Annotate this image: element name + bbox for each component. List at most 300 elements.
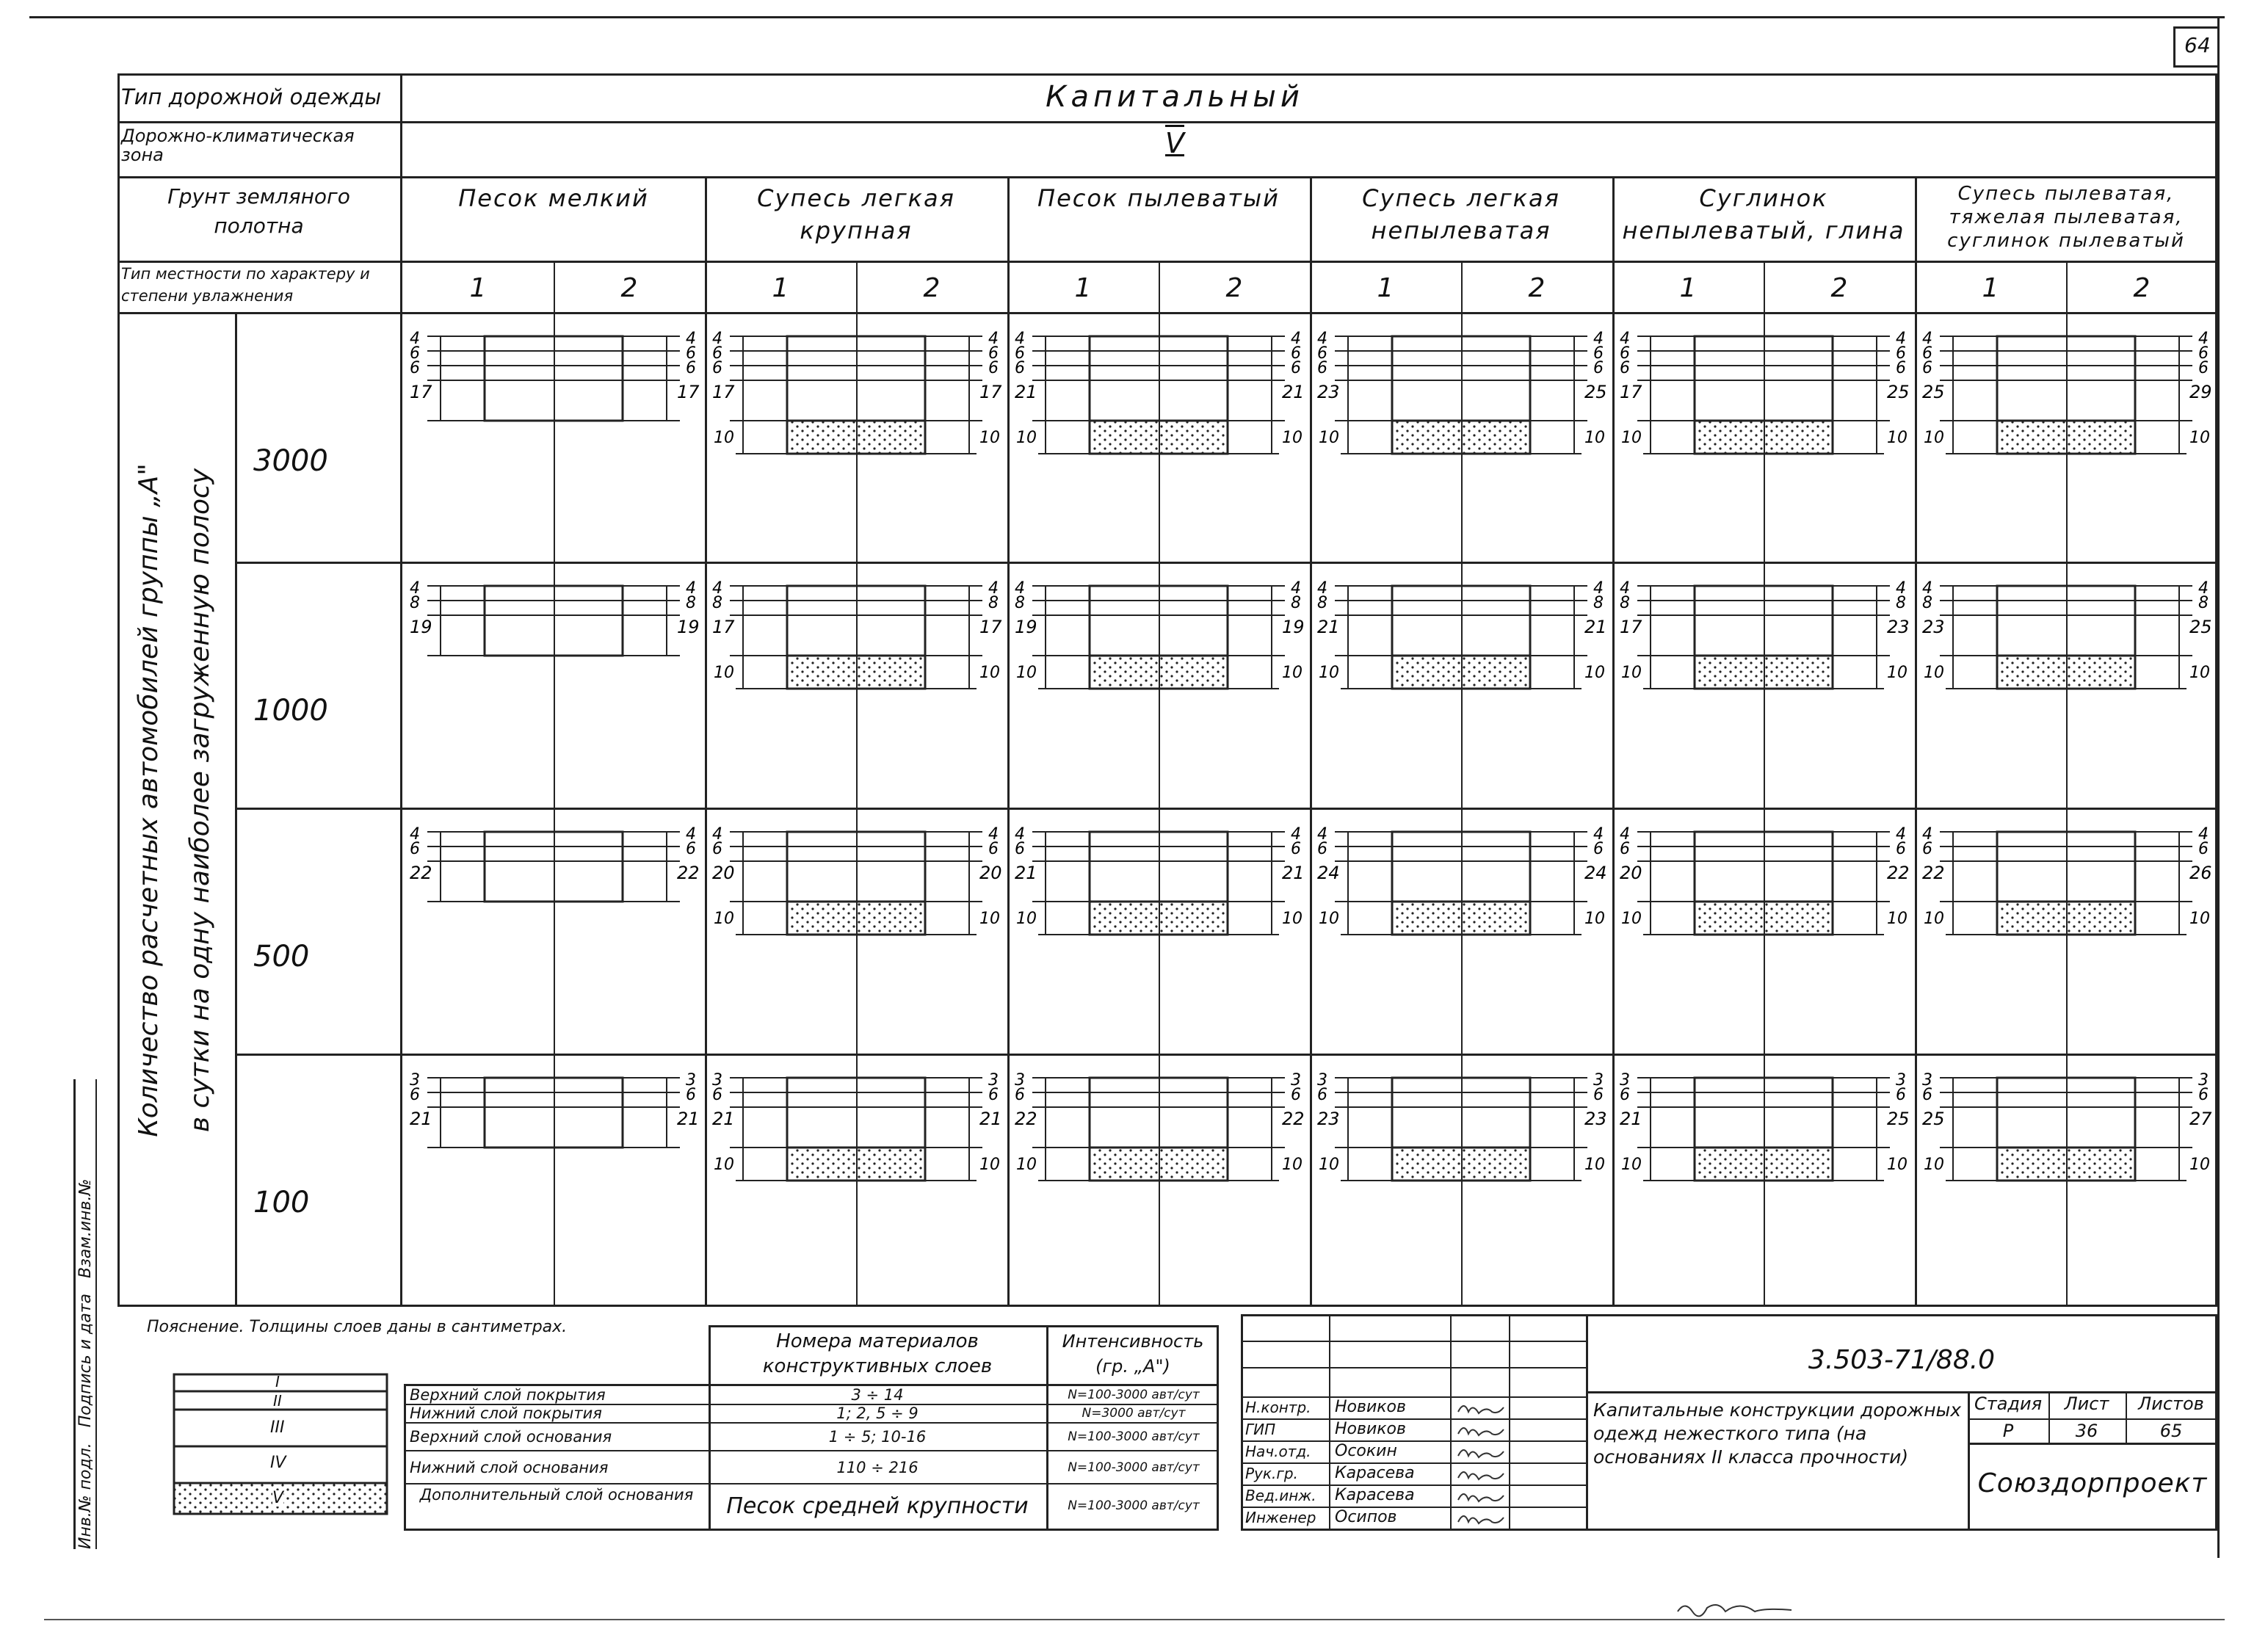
legend-row-line-4 <box>404 1483 1219 1484</box>
layer-thickness-right: 6 <box>1291 359 1301 377</box>
base-thickness-right: 17 <box>677 382 700 402</box>
frame-right <box>2217 16 2220 1558</box>
layer-thickness-right: 6 <box>686 344 696 363</box>
margin-line-2 <box>95 1079 97 1549</box>
legend-row-line-3 <box>404 1450 1219 1451</box>
layer-thickness-left: 8 <box>1922 594 1932 612</box>
base-thickness-right: 19 <box>1282 617 1305 637</box>
layer-thickness-left: 8 <box>410 594 420 612</box>
zone-value: V <box>1165 127 1184 159</box>
pavement-type-value: Капитальный <box>1046 80 1304 114</box>
layer-thickness-right: 6 <box>988 344 999 363</box>
staff-role: Инженер <box>1245 1509 1316 1526</box>
layer-thickness-left: 6 <box>410 344 420 363</box>
base-thickness-right: 25 <box>1887 1109 1910 1129</box>
layer-thickness-right: 4 <box>1291 579 1301 598</box>
layer-thickness-left: 4 <box>1015 579 1025 598</box>
layer-thickness-right: 4 <box>686 825 696 844</box>
staff-signature <box>1455 1443 1507 1462</box>
sand-thickness-left: 10 <box>1016 1156 1037 1174</box>
terrain-type-number: 2 <box>1528 273 1546 303</box>
base-thickness-right: 22 <box>677 863 700 883</box>
terrain-type-number: 1 <box>1982 273 1999 303</box>
staff-role: Нач.отд. <box>1245 1443 1311 1460</box>
sand-thickness-right: 10 <box>1584 429 1605 447</box>
layer-thickness-left: 3 <box>1922 1071 1932 1090</box>
staff-name: Осипов <box>1335 1508 1397 1526</box>
base-thickness-right: 25 <box>2189 617 2212 637</box>
base-thickness-right: 17 <box>979 382 1002 402</box>
base-thickness-left: 20 <box>712 863 735 883</box>
layer-thickness-right: 4 <box>1593 579 1604 598</box>
soil-label-wrap <box>121 182 396 241</box>
base-thickness-left: 22 <box>410 863 432 883</box>
margin-stamp: Инв.№ подл. Подпись и дата Взам.инв.№ <box>76 1178 95 1549</box>
pavement-section-diagram <box>1615 1065 1912 1204</box>
staff-role: ГИП <box>1245 1421 1276 1438</box>
pavement-section-diagram <box>1918 1065 2214 1204</box>
layer-thickness-right: 6 <box>686 1086 696 1104</box>
tb-v1 <box>1329 1314 1330 1531</box>
traffic-label: 100 <box>253 1186 310 1219</box>
header-line-1 <box>117 121 2217 123</box>
layer-thickness-left: 6 <box>410 359 420 377</box>
base-thickness-right: 21 <box>1282 382 1305 402</box>
sand-thickness-right: 10 <box>2189 910 2210 928</box>
staff-name: Карасева <box>1335 1486 1415 1504</box>
legend-row-line-2 <box>404 1422 1219 1424</box>
layer-thickness-left: 6 <box>1317 344 1327 363</box>
terrain-type-number: 1 <box>1074 273 1092 303</box>
margin-line-1 <box>73 1079 76 1549</box>
layer-thickness-right: 8 <box>686 594 696 612</box>
layer-thickness-right: 6 <box>1896 359 1906 377</box>
terrain-type-number: 1 <box>1679 273 1697 303</box>
sand-thickness-left: 10 <box>1621 429 1642 447</box>
base-thickness-left: 17 <box>1620 382 1642 402</box>
layer-thickness-left: 6 <box>1620 840 1630 858</box>
tb-v5 <box>1968 1391 1970 1531</box>
pavement-section-diagram <box>405 819 702 958</box>
sand-thickness-right: 10 <box>979 664 1000 682</box>
layer-thickness-right: 3 <box>686 1071 696 1090</box>
legend-material: 1 ÷ 5; 10-16 <box>828 1428 927 1446</box>
base-thickness-left: 17 <box>410 382 432 402</box>
layer-thickness-left: 6 <box>1620 344 1630 363</box>
tb-staff-line <box>1241 1396 1586 1398</box>
layer-thickness-left: 6 <box>1922 359 1932 377</box>
layer-thickness-left: 3 <box>1015 1071 1025 1090</box>
base-thickness-right: 17 <box>979 617 1002 637</box>
staff-role: Вед.инж. <box>1245 1487 1316 1504</box>
layer-thickness-right: 4 <box>1291 330 1301 348</box>
sand-thickness-left: 10 <box>1319 664 1339 682</box>
layer-thickness-left: 4 <box>1922 579 1932 598</box>
layer-thickness-left: 4 <box>1317 330 1327 348</box>
base-thickness-right: 26 <box>2189 863 2212 883</box>
soil-name: Супесь легкая крупная <box>757 184 955 244</box>
layer-thickness-left: 8 <box>1015 594 1025 612</box>
legend-col-intensity: Интенсивность (гр. „А") <box>1062 1331 1204 1377</box>
layer-thickness-right: 6 <box>1593 1086 1604 1104</box>
base-thickness-left: 23 <box>1317 382 1340 402</box>
layer-thickness-right: 6 <box>1593 344 1604 363</box>
pavement-section-diagram <box>1918 573 2214 712</box>
legend-top-line <box>709 1325 1219 1327</box>
bottom-signature <box>1674 1597 1799 1619</box>
terrain-type-number: 2 <box>923 273 941 303</box>
sand-thickness-right: 10 <box>979 910 1000 928</box>
pavement-section-diagram <box>708 323 1004 463</box>
soil-col-line <box>1310 176 1312 1307</box>
pavement-section-diagram <box>1313 1065 1609 1204</box>
traffic-label: 1000 <box>253 694 328 728</box>
tb-staff-line <box>1241 1440 1586 1442</box>
legend-intensity: N=100-3000 авт/сут <box>1068 1498 1200 1513</box>
layer-thickness-left: 8 <box>712 594 722 612</box>
side-label <box>123 338 233 1263</box>
sand-thickness-left: 10 <box>1319 1156 1339 1174</box>
base-thickness-right: 23 <box>1887 617 1910 637</box>
tb-staff-line <box>1241 1507 1586 1508</box>
pavement-section-diagram <box>1313 573 1609 712</box>
layer-thickness-left: 6 <box>1922 344 1932 363</box>
base-thickness-right: 21 <box>1282 863 1305 883</box>
legend-mark-2: II <box>273 1392 282 1410</box>
stage-value: Р <box>2002 1421 2014 1441</box>
sand-thickness-right: 10 <box>1282 910 1303 928</box>
top-border-line <box>29 16 2225 18</box>
layer-thickness-right: 4 <box>1593 330 1604 348</box>
legend-layer-name: Нижний слой основания <box>410 1459 609 1476</box>
header-line-3 <box>117 261 2217 263</box>
legend-symbols <box>173 1373 393 1523</box>
legend-layer-name: Дополнительный слой основания <box>419 1486 694 1504</box>
layer-thickness-right: 8 <box>988 594 999 612</box>
tb-staff-line <box>1241 1418 1586 1420</box>
legend-mark-4: IV <box>270 1454 286 1472</box>
zone-label-wrap <box>121 126 396 164</box>
terrain-label: Тип местности по характеру и степени увлажнения <box>121 265 370 305</box>
layer-thickness-left: 4 <box>712 330 722 348</box>
base-thickness-right: 24 <box>1584 863 1607 883</box>
layer-thickness-right: 6 <box>1291 1086 1301 1104</box>
base-thickness-left: 24 <box>1317 863 1340 883</box>
layer-thickness-right: 3 <box>2198 1071 2209 1090</box>
tb-h-stage2 <box>1968 1443 2217 1445</box>
base-thickness-right: 27 <box>2189 1109 2212 1129</box>
layer-thickness-left: 8 <box>1620 594 1630 612</box>
sand-thickness-right: 10 <box>1282 1156 1303 1174</box>
tb-v3 <box>1509 1314 1510 1531</box>
pavement-section-diagram <box>405 573 702 712</box>
soil-col-line <box>1612 176 1615 1307</box>
pavement-section-diagram <box>1010 819 1307 958</box>
layer-thickness-left: 4 <box>712 825 722 844</box>
soil-name: Суглинок непылеватый, глина <box>1622 184 1905 244</box>
pavement-section-diagram <box>1313 323 1609 463</box>
base-thickness-left: 21 <box>712 1109 735 1129</box>
tb-v2 <box>1450 1314 1452 1531</box>
layer-thickness-left: 6 <box>1317 840 1327 858</box>
soil-col-line <box>1915 176 1917 1307</box>
soil-col-line <box>1007 176 1010 1307</box>
layer-thickness-right: 8 <box>1896 594 1906 612</box>
layer-thickness-right: 4 <box>988 825 999 844</box>
legend-intensity: N=100-3000 авт/сут <box>1068 1429 1200 1444</box>
layer-thickness-right: 6 <box>1896 344 1906 363</box>
layer-thickness-right: 4 <box>1896 825 1906 844</box>
staff-signature <box>1455 1465 1507 1484</box>
base-thickness-left: 19 <box>1015 617 1037 637</box>
legend-material: Песок средней крупности <box>726 1493 1029 1519</box>
layer-thickness-right: 6 <box>2198 359 2209 377</box>
doc-code: 3.503-71/88.0 <box>1808 1345 1996 1375</box>
layer-thickness-right: 4 <box>2198 330 2209 348</box>
pavement-type-label: Тип дорожной одежды <box>121 84 382 109</box>
sand-thickness-right: 10 <box>979 429 1000 447</box>
layer-thickness-right: 6 <box>1291 840 1301 858</box>
side-label-line1: Количество расчетных автомобилей группы „А" <box>134 463 164 1137</box>
layer-thickness-left: 8 <box>1317 594 1327 612</box>
layer-thickness-left: 4 <box>1317 579 1327 598</box>
legend-intensity: N=3000 авт/сут <box>1082 1406 1186 1421</box>
pavement-section-diagram <box>405 323 702 463</box>
sand-thickness-right: 10 <box>1887 1156 1907 1174</box>
base-thickness-left: 21 <box>1015 382 1037 402</box>
layer-thickness-right: 4 <box>1593 825 1604 844</box>
terrain-type-number: 2 <box>1830 273 1848 303</box>
base-thickness-left: 23 <box>1317 1109 1340 1129</box>
sand-thickness-right: 10 <box>2189 664 2210 682</box>
layer-thickness-left: 3 <box>1317 1071 1327 1090</box>
staff-name: Новиков <box>1335 1420 1406 1438</box>
sand-thickness-right: 10 <box>1584 664 1605 682</box>
layer-thickness-left: 6 <box>1620 1086 1630 1104</box>
legend-material: 110 ÷ 216 <box>836 1459 919 1476</box>
layer-thickness-right: 4 <box>988 330 999 348</box>
layer-thickness-left: 6 <box>1317 1086 1327 1104</box>
base-thickness-left: 23 <box>1922 617 1945 637</box>
base-thickness-left: 21 <box>1620 1109 1642 1129</box>
layer-thickness-right: 3 <box>1896 1071 1906 1090</box>
layer-thickness-right: 8 <box>2198 594 2209 612</box>
pavement-section-diagram <box>1918 819 2214 958</box>
base-thickness-left: 21 <box>1015 863 1037 883</box>
base-thickness-right: 21 <box>979 1109 1002 1129</box>
legend-mark-3: III <box>270 1418 285 1437</box>
layer-thickness-right: 6 <box>1593 840 1604 858</box>
pavement-section-diagram <box>1313 819 1609 958</box>
layer-thickness-left: 4 <box>712 579 722 598</box>
base-thickness-right: 21 <box>1584 617 1607 637</box>
staff-role: Н.контр. <box>1245 1399 1311 1416</box>
sand-thickness-left: 10 <box>1016 429 1037 447</box>
soil-name: Песок мелкий <box>458 184 649 212</box>
base-thickness-right: 21 <box>677 1109 700 1129</box>
terrain-label-wrap <box>121 263 396 307</box>
layer-thickness-right: 6 <box>1896 1086 1906 1104</box>
layer-thickness-right: 6 <box>686 840 696 858</box>
layer-thickness-right: 6 <box>2198 344 2209 363</box>
tb-h-code <box>1586 1391 2217 1393</box>
header-line-2 <box>117 176 2217 178</box>
traffic-label: 3000 <box>253 444 328 478</box>
legend-col-material: Номера материалов конструктивных слоев <box>762 1330 993 1377</box>
base-thickness-left: 25 <box>1922 382 1945 402</box>
terrain-type-number: 2 <box>1225 273 1243 303</box>
layer-thickness-left: 4 <box>410 579 420 598</box>
layer-thickness-left: 6 <box>1620 359 1630 377</box>
sheet-value: 36 <box>2075 1421 2098 1441</box>
org-name: Союздорпроект <box>1977 1468 2208 1498</box>
layer-thickness-right: 6 <box>1593 359 1604 377</box>
layer-thickness-left: 6 <box>1015 840 1025 858</box>
staff-name: Осокин <box>1335 1442 1397 1460</box>
tb-v6 <box>2048 1391 2050 1444</box>
legend-mark-1: I <box>275 1373 280 1391</box>
layer-thickness-right: 4 <box>988 579 999 598</box>
tb-staff-line <box>1241 1341 1586 1342</box>
legend-material: 3 ÷ 14 <box>851 1386 904 1404</box>
pavement-section-diagram <box>708 573 1004 712</box>
layer-thickness-left: 4 <box>1620 825 1630 844</box>
tb-h-stage <box>1968 1418 2217 1420</box>
legend-intensity: N=100-3000 авт/сут <box>1068 1460 1200 1475</box>
layer-thickness-left: 3 <box>410 1071 420 1090</box>
sand-thickness-left: 10 <box>714 1156 734 1174</box>
row-line-2 <box>235 808 2217 810</box>
side-label-divider <box>235 312 237 1307</box>
traffic-label: 500 <box>253 940 310 974</box>
layer-thickness-left: 4 <box>1620 330 1630 348</box>
layer-thickness-right: 6 <box>988 840 999 858</box>
pavement-section-diagram <box>1010 323 1307 463</box>
layer-thickness-left: 4 <box>1015 330 1025 348</box>
terrain-type-number: 1 <box>469 273 487 303</box>
sand-thickness-left: 10 <box>714 429 734 447</box>
layer-thickness-right: 8 <box>1291 594 1301 612</box>
layer-thickness-left: 6 <box>1015 1086 1025 1104</box>
base-thickness-left: 21 <box>1317 617 1340 637</box>
legend-material: 1; 2, 5 ÷ 9 <box>836 1404 919 1422</box>
layer-thickness-left: 6 <box>712 359 722 377</box>
row-line-1 <box>235 562 2217 564</box>
legend-mark-5: V <box>272 1489 284 1507</box>
sand-thickness-right: 10 <box>1887 910 1907 928</box>
legend-col-line-1 <box>709 1325 711 1531</box>
layer-thickness-left: 6 <box>1922 1086 1932 1104</box>
staff-signature <box>1455 1421 1507 1440</box>
legend-col-line-0 <box>404 1384 406 1531</box>
header-line-4 <box>117 312 2217 314</box>
tb-v4 <box>1586 1314 1588 1531</box>
layer-thickness-left: 4 <box>1922 825 1932 844</box>
layer-thickness-left: 4 <box>1620 579 1630 598</box>
base-thickness-left: 20 <box>1620 863 1642 883</box>
sand-thickness-left: 10 <box>1319 429 1339 447</box>
sand-thickness-left: 10 <box>1621 664 1642 682</box>
base-thickness-right: 23 <box>1584 1109 1607 1129</box>
bottom-border-line <box>44 1619 2225 1620</box>
pavement-section-diagram <box>1010 1065 1307 1204</box>
layer-thickness-right: 6 <box>2198 1086 2209 1104</box>
layer-thickness-right: 4 <box>1291 825 1301 844</box>
layer-thickness-right: 4 <box>1896 330 1906 348</box>
terrain-type-number: 1 <box>772 273 789 303</box>
sand-thickness-left: 10 <box>714 910 734 928</box>
sheet-label: Лист <box>2064 1393 2109 1414</box>
legend-note: Пояснение. Толщины слоев даны в сантиметрах. <box>147 1318 568 1336</box>
base-thickness-right: 25 <box>1584 382 1607 402</box>
soil-name: Песок пылеватый <box>1037 184 1280 212</box>
sand-thickness-right: 10 <box>2189 1156 2210 1174</box>
base-thickness-left: 25 <box>1922 1109 1945 1129</box>
base-thickness-left: 17 <box>712 382 735 402</box>
layer-thickness-right: 3 <box>988 1071 999 1090</box>
sand-thickness-left: 10 <box>714 664 734 682</box>
layer-thickness-right: 6 <box>2198 840 2209 858</box>
layer-thickness-right: 6 <box>686 359 696 377</box>
legend-layer-name: Верхний слой основания <box>410 1428 612 1446</box>
row-line-3 <box>235 1054 2217 1056</box>
base-thickness-left: 19 <box>410 617 432 637</box>
legend-layer-name: Верхний слой покрытия <box>410 1386 606 1404</box>
layer-thickness-right: 6 <box>1896 840 1906 858</box>
pavement-section-diagram <box>405 1065 702 1204</box>
base-thickness-right: 22 <box>1887 863 1910 883</box>
sand-thickness-left: 10 <box>1924 429 1944 447</box>
layer-thickness-right: 6 <box>988 1086 999 1104</box>
sand-thickness-right: 10 <box>1887 429 1907 447</box>
layer-thickness-right: 4 <box>686 579 696 598</box>
soil-label: Грунт земляного полотна <box>167 184 350 238</box>
layer-thickness-right: 8 <box>1593 594 1604 612</box>
soil-name: Супесь легкая непылеватая <box>1362 184 1560 244</box>
staff-role: Рук.гр. <box>1245 1465 1298 1482</box>
base-thickness-right: 19 <box>677 617 700 637</box>
layer-thickness-right: 4 <box>1896 579 1906 598</box>
layer-thickness-left: 4 <box>1015 825 1025 844</box>
layer-thickness-left: 6 <box>712 344 722 363</box>
layer-thickness-left: 6 <box>410 840 420 858</box>
sand-thickness-left: 10 <box>1924 1156 1944 1174</box>
layer-thickness-left: 4 <box>410 330 420 348</box>
sand-thickness-right: 10 <box>1584 1156 1605 1174</box>
sand-thickness-left: 10 <box>1924 664 1944 682</box>
sand-thickness-left: 10 <box>1016 664 1037 682</box>
sand-thickness-right: 10 <box>2189 429 2210 447</box>
layer-thickness-right: 6 <box>1291 344 1301 363</box>
base-thickness-right: 22 <box>1282 1109 1305 1129</box>
layer-thickness-right: 4 <box>686 330 696 348</box>
sand-thickness-right: 10 <box>1887 664 1907 682</box>
layer-thickness-left: 6 <box>1317 359 1327 377</box>
layer-thickness-left: 6 <box>1015 359 1025 377</box>
layer-thickness-right: 3 <box>1593 1071 1604 1090</box>
pavement-section-diagram <box>708 1065 1004 1204</box>
sheets-value: 65 <box>2159 1421 2183 1441</box>
layer-thickness-left: 6 <box>712 1086 722 1104</box>
layer-thickness-right: 6 <box>988 359 999 377</box>
sand-thickness-left: 10 <box>1319 910 1339 928</box>
legend-col-line-2 <box>1046 1325 1048 1531</box>
layer-thickness-left: 4 <box>410 825 420 844</box>
zone-label: Дорожно-климатическая зона <box>121 126 355 165</box>
legend-intensity: N=100-3000 авт/сут <box>1068 1388 1200 1402</box>
layer-thickness-left: 6 <box>410 1086 420 1104</box>
layer-thickness-left: 3 <box>712 1071 722 1090</box>
